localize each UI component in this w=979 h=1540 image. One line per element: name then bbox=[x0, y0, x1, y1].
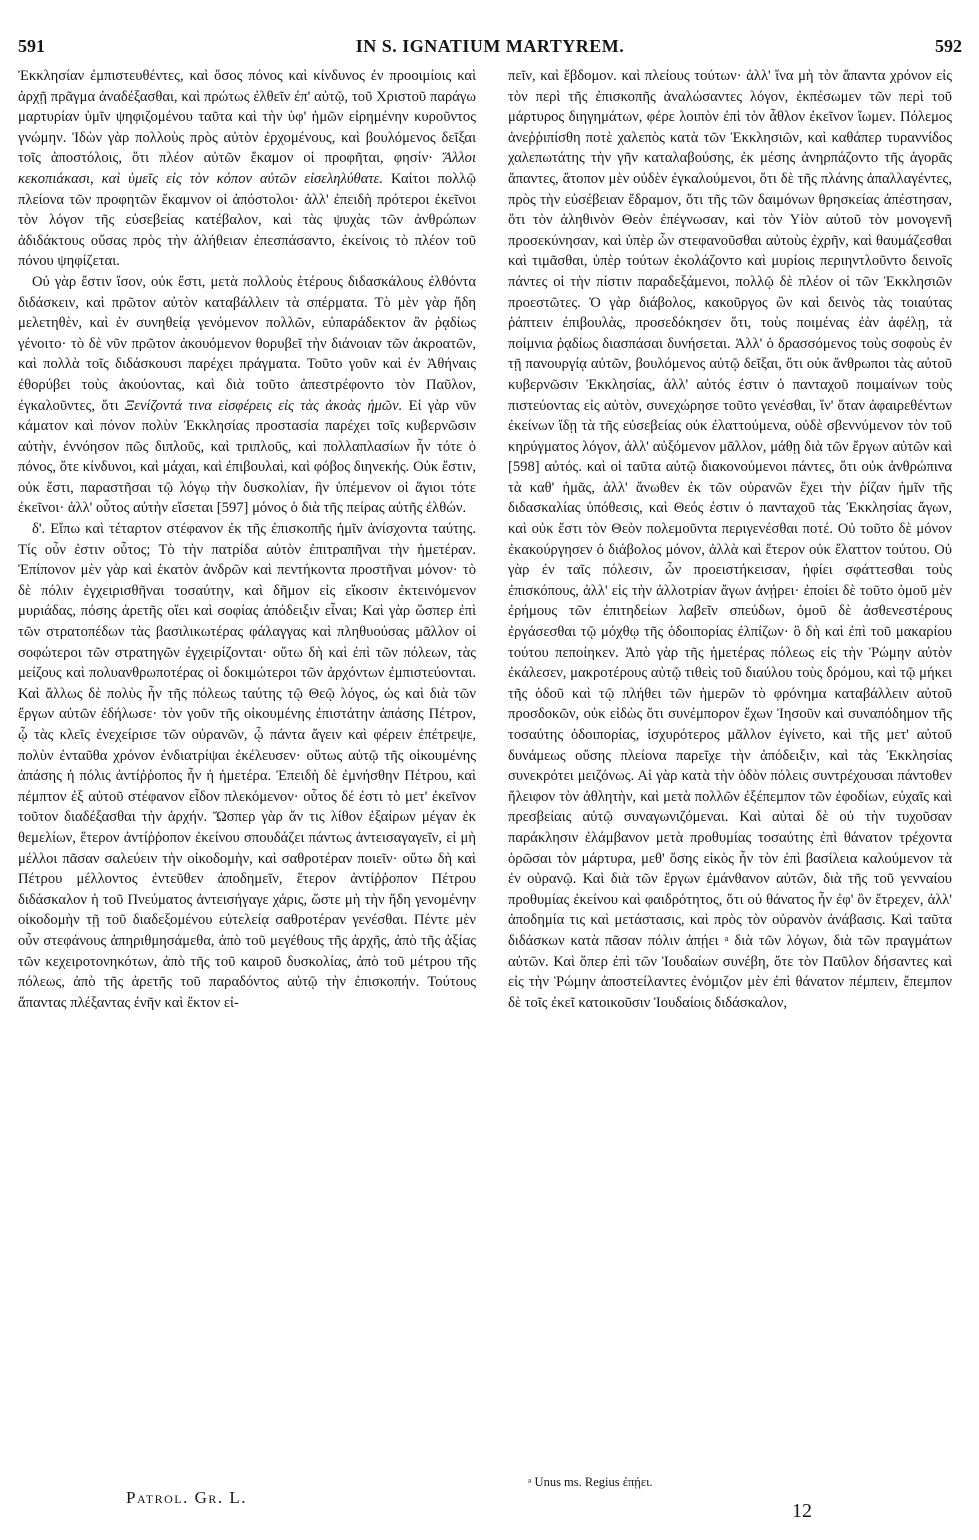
paragraph bbox=[508, 66, 952, 1013]
page-number-left: 591 bbox=[18, 36, 45, 56]
paragraph-text: πεῖν, καὶ ἕβδομον. καὶ πλείους τούτων· ἀλλ' ἵνα μὴ τὸν ἅπαντα χρόνον εἰς τὸν περὶ τῆς ἐπισκοπῆς ἀναλώσαντες λόγον, ἐκπέσωμεν τῶν περὶ τοῦ μάρτυρος διηγημάτων, φέρε λοιπὸν ἐπὶ τὸν ἆθλον ἐκεῖνον ἴωμεν. Πόλεμος ἀνεῤῥιπίσθη ποτὲ χαλεπὸς κατὰ τῶν Ἐκκλησιῶν, καὶ καθάπερ τυραννίδος χαλεπωτάτης τὴν γῆν καταλαβούσης, ἐκ μέσης ἀνηρπάζοντο τῆς ἀγορᾶς ἅπαντες, ἄτοπον μὲν οὐδὲν ἐγκαλούμενοι, ὅτι δὲ τῆς πλάνης ἀπαλλαγέντες, πρὸς τὴν εὐσέβειαν ἔδραμον, ὅτι τῆς τῶν δαιμόνων θρησκείας ἀπέστησαν, ὅτι τὸν ἀληθινὸν Θεὸν ἐπέγνωσαν, καὶ τὸν Υἱὸν αὐτοῦ τὸν μονογενῆ προσεκύνησαν, καὶ ὑπὲρ ὧν στεφανοῦσθαι αὐτοὺς ἐχρῆν, καὶ θαυμάζεσθαι καὶ τιμᾶσθαι, ὑπὲρ τούτων ἐκολάζοντο καὶ μυρίοις περιηντλοῦντο δεινοῖς πάντες οἱ τὴν πίστιν παραδεξάμενοι, πολλῷ δὲ πλέον οἱ τῶν Ἐκκλησιῶν προεστῶτες. Ὁ γὰρ διάβολος, κακοῦργος ὢν καὶ δεινὸς τὰς τοιαύτας ῥάπτειν ἐπιβουλὰς, προσεδόκησεν ὅτι, τοὺς ποιμένας ἐὰν ἀφέλῃ, τὰ ποίμνια ῥᾳδίως διασπάσαι δυνήσεται. Ἀλλ' ὁ δρασσόμενος τοὺς σοφοὺς ἐν τῇ πανουργίᾳ αὐτῶν, βουλόμενος αὐτῷ δεῖξαι, ὅτι οὐκ ἄνθρωποι τὰς αὐτοῦ κυβερνῶσιν Ἐκκλησίας, ἀλλ' αὐτός ἐστιν ὁ πανταχοῦ ποιμαίνων τοὺς πιστεύοντας εἰς αὐτὸν, συνεχώρησε τοῦτο γενέσθαι, ἵν' ὅταν ἀφαιρεθέντων ἐκείνων ἴδῃ τὰ τῆς εὐσεβείας οὐκ ἐλαττούμενα, οὐδὲ σβεννύμενον τὸν τοῦ κηρύγματος λόγον, ἀλλ' αὐξόμενον μᾶλλον, μάθῃ διὰ τῶν ἔργων αὐτῶν καὶ [598] αὐτός. καὶ οἱ ταῦτα αὐτῷ διακονούμενοι πάντες, ὅτι οὐκ ἀνθρώπινα τὰ καθ' ἡμᾶς, ἀλλ' ἄνωθεν ἐκ τῶν οὐρανῶν ἔχει τὴν ῥίζαν ἡμῖν τῆς διδασκαλίας ὑπόθεσις, καὶ Θεός ἐστιν ὁ πανταχοῦ τὰς Ἐκκλησίας ἄγων, καὶ οὐκ ἔστι τὸν Θεὸν πολεμοῦντα περιγενέσθαι ποτέ. Οὐ τοῦτο δὲ μόνον ἐκακούργησεν ὁ διάβολος μόνον, ἀλλὰ καὶ ἕτερον οὐκ ἔλαττον τούτου. Οὐ γὰρ ἐν ταῖς πόλεσιν, ὧν προειστήκεισαν, ἠφίει σφάττεσθαι τοὺς ἐπισκόπους, ἀλλ' εἰς τὴν ἀλλοτρίαν ἄγων ἀνῄρει· ἐποίει δὲ τοῦτο ὁμοῦ μὲν ἐρήμους τῶν ἐπιτηδείων λαβεῖν σπεύδων, ὁμοῦ δὲ ἀσθενεστέρους ἐργάσεσθαι τῷ μόχθῳ τῆς ὁδοιπορίας ἐλπίζων· ὃ δὴ καὶ ἐπὶ τοῦ μακαρίου τούτου πεποίηκεν. Ἀπὸ γὰρ τῆς ἡμετέρας πόλεως εἰς τὴν Ῥώμην αὐτὸν ἐκάλεσεν, μακροτέρους αὐτῷ τιθεὶς τοῦ διαύλου τοὺς δρόμου, καὶ τῷ μήκει τῆς ὁδοῦ καὶ τῷ πλήθει τῶν ἡμερῶν τὸ φρόνημα καταβάλλειν αὐτοῦ προσδοκῶν, οὐκ εἰδὼς ὅτι συνέμπορον ἔχων Ἰησοῦν καὶ συναπόδημον τῆς τοσαύτης ὁδοιπορίας, ἰσχυρότερος μᾶλλον ἐγίνετο, καὶ τῆς μετ' αὐτοῦ δυνάμεως οὔσης πλείονα παρεῖχε τὴν ἀπόδειξιν, καὶ τὰς Ἐκκλησίας συνεκρότει μειζόνως. Αἱ γὰρ κατὰ τὴν ὁδὸν πόλεις συντρέχουσαι πάντοθεν ἤλειφον τὸν ἀθλητὴν, καὶ μετὰ πολλῶν ἐξέπεμπον τῶν ἐφοδίων, εὐχαῖς καὶ πρεσβείαις αὐτῷ συναγωνιζόμεναι. Καὶ αὐταὶ δὲ οὐ τὴν τυχοῦσαν παράκλησιν ἐλάμβανον μετὰ προθυμίας τοσαύτης ἐπὶ θάνατον τρέχοντα ὁρῶσαι τὸν μάρτυρα, μεθ' ὅσης εἰκὸς ἦν τὸν ἐπὶ βασίλεια καλούμενον τὰ ἐν οὐρανῷ. Καὶ διὰ τῶν ἔργων ἐμάνθανον αὐτῶν, διὰ τῆς τοῦ γενναίου προθυμίας ἐκείνου καὶ φαιδρότητος, ὅτι οὐ θάνατος ἦν ἐφ' ὃν ἔτρεχεν, ἀλλ' ἀποδημία τις καὶ μετάστασις, καὶ πρὸς τὸν οὐρανὸν ἀνάβασις. Καὶ ταῦτα διδάσκων κατὰ πᾶσαν πόλιν ἀπῄει ᵃ διὰ τῶν λόγων, διὰ τῶν πραγμάτων αὐτῶν. Καὶ ὅπερ ἐπὶ τῶν Ἰουδαίων συνέβη, ὅτε τὸν Παῦλον δήσαντες καὶ εἰς τὴν Ῥώμην ἀποστείλαντες ἐνόμιζον μὲν ἐπὶ θάνατον πέμπειν, ἔπεμπον δὲ τοῖς ἐκεῖ κατοικοῦσιν Ἰουδαίοις διδάσκαλον, bbox=[508, 68, 952, 1011]
paragraph bbox=[18, 66, 476, 272]
paragraph-text: Οὐ γὰρ ἔστιν ἴσον, οὐκ ἔστι, μετὰ πολλοὺς ἑτέρους διδασκάλους ἐλθόντα διδάσκειν, καὶ πρῶτον αὐτὸν καταβάλλειν τὰ σπέρματα. Τὸ μὲν γὰρ ἤδη μελετηθὲν, καὶ ἐν συνηθείᾳ γενόμενον πολλῶν, εὐπαράδεκτον ἂν ῥᾳδίως γένοιτο· τὸ δὲ νῦν πρῶτον ἀκουόμενον θορυβεῖ τὴν διάνοιαν τῶν ἀκροατῶν, καὶ πολλὰ τοῖς διδάσκουσι παρέχει πράγματα. Τοῦτο γοῦν καὶ ἐν Ἀθήναις ἐθορύβει τοὺς ἀκούοντας, καὶ διὰ τοῦτο ἀπεστρέφοντο τὸν Παῦλον, ἐγκαλοῦντες, ὅτι bbox=[18, 273, 476, 414]
series-signature: Patrol. Gr. L. bbox=[126, 1488, 248, 1507]
paragraph-text: Καίτοι πολλῷ πλείονα τῶν προφητῶν ἔκαμνον οἱ ἀπόστολοι· ἀλλ' ἐπειδὴ πρότεροι ἐκεῖνοι τὸν λόγον τῆς εὐσεβείας κατέβαλον, καὶ τὰς ψυχὰς τῶν ἀνθρώπων ἀδιδάκτους οὔσας πρὸς τὴν ἀλήθειαν ἐπεσπάσαντο, ἐκείνοις τὸ πλέον τοῦ πόνου ψηφίζεται. bbox=[18, 170, 476, 270]
scripture-quote: Ξενίζοντά τινα εἰσφέρεις εἰς τὰς ἀκοὰς ἡμῶν. bbox=[124, 397, 403, 414]
paragraph bbox=[18, 519, 476, 1013]
paragraph bbox=[18, 272, 476, 519]
running-title: IN S. IGNATIUM MARTYREM. bbox=[355, 36, 625, 56]
paragraph-text: δ'. Εἴπω καὶ τέταρτον στέφανον ἐκ τῆς ἐπισκοπῆς ἡμῖν ἀνίσχοντα ταύτης. Τίς οὖν ἐστιν οὗτος; Τὸ τὴν πατρίδα αὐτὸν ἐπιτραπῆναι τὴν ἡμετέραν. Ἐπίπονον μὲν γὰρ καὶ ἑκατὸν ἀνδρῶν καὶ πεντήκοντα προστῆναι μόνον· τὸ δὲ πόλιν ἐγχειρισθῆναι τοσαύτην, καὶ δῆμον εἰς εἴκοσιν ἐκτεινόμενον μυριάδας, πόσης ἀρετῆς οἴει καὶ σοφίας ἀπόδειξιν εἶναι; Καὶ γὰρ ὥσπερ ἐπὶ τῶν στρατοπέδων τὰς βασιλικωτέρας φάλαγγας καὶ πληθυούσας μᾶλλον οἱ σοφώτεροι τῶν στρατηγῶν ἐγχειρίζονται· οὕτω δὴ καὶ ἐπὶ τῶν πόλεων, τὰς μείζους καὶ πολυανθρωποτέρας οἱ δοκιμώτεροι τῶν ἀρχόντων ἐμπιστεύονται. Καὶ ἄλλως δὲ πολὺς ἦν τῆς πόλεως ταύτης τῷ Θεῷ λόγος, ὡς καὶ διὰ τῶν ἔργων αὐτῶν ἐδήλωσε· τὸν γοῦν τῆς οἰκουμένης ἐπιστάτην ἁπάσης Πέτρον, ᾧ τὰς κλεῖς ἐνεχείρισε τῶν οὐρανῶν, ᾧ πάντα ἄγειν καὶ φέρειν ἐπέτρεψε, πολὺν ἐνταῦθα χρόνον ἐνδιατρίψαι ἐκέλευσεν· οὕτως αὐτῷ τῆς οἰκουμένης ἁπάσης ἡ πόλις ἀντίῤῥοπος ἦν ἡ ἡμετέρα. Ἐπειδὴ δὲ ἐμνήσθην Πέτρου, καὶ πέμπτον ἐξ αὐτοῦ στέφανον εἶδον πλεκόμενον· οὗτος δέ ἐστι τὸ μετ' ἐκεῖνον τοῦτον διαδέξασθαι τὴν ἀρχήν. Ὥσπερ γὰρ ἄν τις λίθον ἐξαίρων μέγαν ἐκ θεμελίων, ἕτερον ἀντίῤῥοπον ἐκείνου σπουδάζει πάντως ἀντεισαγαγεῖν, εἰ μὴ μέλλοι πᾶσαν σαλεύειν τὴν οἰκοδομὴν, καὶ σαθροτέραν ποιεῖν· οὕτω δὴ καὶ Πέτρου μέλλοντος ἐντεῦθεν ἀποδημεῖν, ἕτερον ἀντίῤῥοπον Πέτρου διδάσκαλον ἡ τοῦ Πνεύματος ἀντεισήγαγε χάρις, ὥστε μὴ τὴν ἤδη γενομένην οἰκοδομὴν τῇ τοῦ διαδεξομένου εὐτελείᾳ σαθροτέραν γενέσθαι. Πέντε μὲν οὖν στεφάνους ἀπηριθμησάμεθα, ἀπὸ τοῦ μεγέθους τῆς ἀρχῆς, ἀπὸ τῆς ἀξίας τῶν κεχειροτονηκότων, ἀπὸ τῆς τοῦ καιροῦ δυσκολίας, ἀπὸ τοῦ μέτρου τῆς πόλεως, ἀπὸ τῆς ἀρετῆς τοῦ παραδόντος αὐτῷ τὴν ἐπισκοπήν. Τούτους ἅπαντας πλέξαντας ἐνῆν καὶ ἕκτον εἰ- bbox=[18, 521, 476, 1011]
page-header bbox=[18, 36, 962, 58]
paragraph-text: Ἐκκλησίαν ἐμπιστευθέντες, καὶ ὅσος πόνος καὶ κίνδυνος ἐν προοιμίοις καὶ ἀρχῇ πρᾶγμα ἀναδέξασθαι, καὶ πρώτως ἐλθεῖν ἐπ' αὐτῷ, τοῦ Χριστοῦ παράγω μαρτυρίαν ὑμῖν ψηφιζομένου ταῦτα καὶ τὴν ὑφ' ἡμῶν εἰρημένην κυροῦντος γνώμην. Ἰδὼν γὰρ πολλοὺς πρὸς αὐτὸν ἐρχομένους, καὶ βουλόμενος δεῖξαι τοῖς ἀποστόλοις, ὅτι πλέον αὐτῶν ἔκαμον οἱ προφῆται, φησίν· bbox=[18, 68, 476, 167]
right-column bbox=[508, 66, 952, 1013]
left-column bbox=[18, 66, 476, 1013]
page-number-right: 592 bbox=[935, 36, 962, 56]
footnote: ᵃ Unus ms. Regius ἐπῄει. bbox=[528, 1475, 653, 1489]
gathering-number: 12 bbox=[792, 1500, 812, 1522]
paragraph-text: Εἰ γὰρ νῦν κάματον καὶ πόνον πολὺν Ἐκκλησίας προστασία παρέχει τοῖς κυβερνῶσιν αὐτὴν, ἐννόησον πῶς διπλοῦς, καὶ τριπλοῦς, καὶ πολλαπλασίων ἦν τότε ὁ πόνος, ὅτε κίνδυνοι, καὶ μάχαι, καὶ ἐπιβουλαὶ, καὶ φόβος διηνεκής. Οὐκ ἔστιν, οὐκ ἔστι, παραστῆσαι τῷ λόγῳ τὴν δυσκολίαν, ἣν ὑπέμενον οἱ ἅγιοι τότε ἐκεῖνοι· ἀλλ' οὗτος αὐτὴν εἴσεται [597] μόνος ὁ διὰ τῆς πείρας αὐτῆς ἐλθών. bbox=[18, 397, 476, 517]
scripture-quote: Ἄλλοι κεκοπιάκασι, καὶ ὑμεῖς εἰς τὸν κόπον αὐτῶν εἰσεληλύθατε. bbox=[18, 150, 477, 187]
